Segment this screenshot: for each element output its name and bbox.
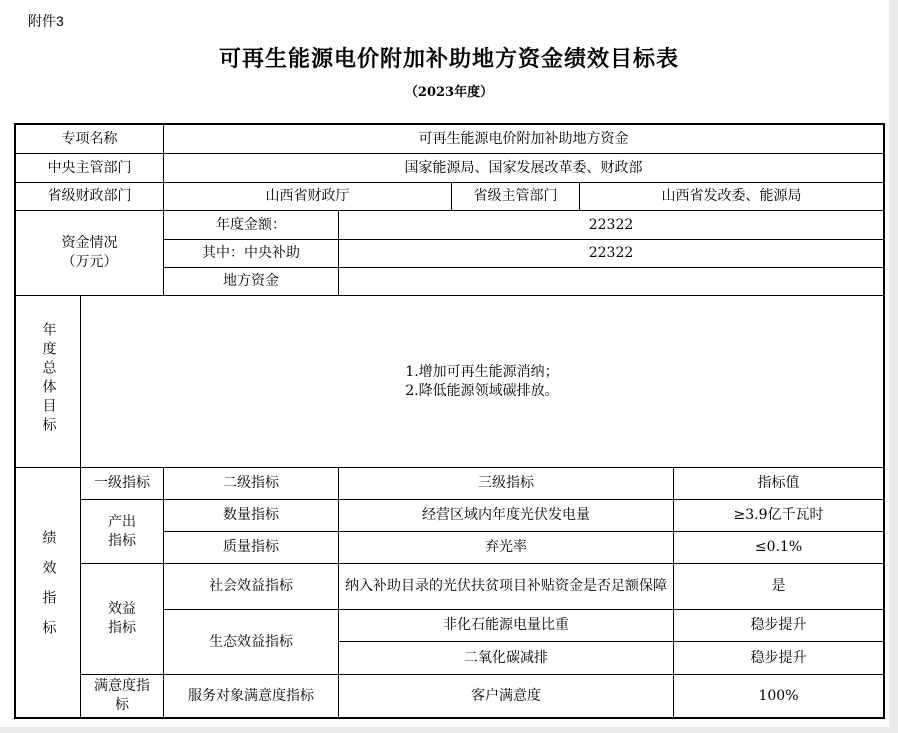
central-dept-value: 国家能源局、国家发展改革委、财政部 — [164, 154, 884, 183]
local-fund-label: 地方资金 — [164, 268, 339, 296]
satisfaction-l2: 服务对象满意度指标 — [164, 675, 339, 718]
satisfaction-l3: 客户满意度 — [339, 675, 674, 718]
central-subsidy-label: 其中：中央补助 — [164, 240, 339, 268]
local-fund-value — [339, 268, 884, 296]
provincial-finance-label: 省级财政部门 — [16, 183, 164, 211]
eco-benefit-row2-value: 稳步提升 — [674, 642, 884, 675]
output-indicator-label: 产出指标 — [107, 513, 136, 549]
quantity-indicator-value: ≥3.9亿千瓦时 — [674, 500, 884, 532]
header-level1: 一级指标 — [81, 468, 164, 500]
section-funding — [15, 210, 884, 296]
funding-label-line2: （万元） — [61, 254, 118, 270]
annual-goal-line2: 2.降低能源领域碳排放。 — [405, 382, 559, 399]
eco-benefit-label: 生态效益指标 — [164, 610, 339, 675]
annual-goal-line1: 1.增加可再生能源消纳； — [405, 363, 559, 380]
project-name-label: 专项名称 — [16, 125, 164, 154]
quantity-indicator-l3: 经营区域内年度光伏发电量 — [339, 500, 674, 532]
annual-amount-value: 22322 — [339, 211, 884, 240]
social-benefit-value: 是 — [674, 564, 884, 610]
eco-benefit-row2-l3: 二氧化碳减排 — [339, 642, 674, 675]
annual-goal-content — [81, 296, 884, 468]
benefit-indicator-cell — [81, 564, 164, 675]
provincial-finance-value: 山西省财政厅 — [164, 183, 452, 211]
provincial-dept-label: 省级主管部门 — [452, 183, 580, 211]
provincial-dept-value: 山西省发改委、能源局 — [580, 183, 884, 211]
performance-label-cell — [16, 468, 81, 718]
page-edge-bottom — [0, 727, 898, 733]
page-edge-right — [889, 0, 898, 733]
header-level2: 二级指标 — [164, 468, 339, 500]
funding-label-line1: 资金情况 — [61, 235, 118, 251]
header-level3: 三级指标 — [339, 468, 674, 500]
benefit-indicator-label: 效益指标 — [107, 601, 136, 636]
satisfaction-value: 100% — [674, 675, 884, 718]
page-subtitle: （2023年度） — [404, 85, 494, 100]
quality-indicator-label: 质量指标 — [164, 532, 339, 564]
annual-amount-label: 年度金额： — [164, 211, 339, 240]
performance-label: 绩效指标 — [40, 529, 57, 650]
satisfaction-indicator-label: 满意度指标 — [94, 678, 150, 713]
central-subsidy-value: 22322 — [339, 240, 884, 268]
social-benefit-l3: 纳入补助目录的光伏扶贫项目补贴资金是否足额保障 — [339, 564, 674, 610]
quantity-indicator-label: 数量指标 — [164, 500, 339, 532]
quality-indicator-value: ≤0.1% — [674, 532, 884, 564]
eco-benefit-row1-value: 稳步提升 — [674, 610, 884, 642]
central-dept-label: 中央主管部门 — [16, 154, 164, 183]
quality-indicator-l3: 弃光率 — [339, 532, 674, 564]
header-value: 指标值 — [674, 468, 884, 500]
performance-target-table — [14, 123, 885, 719]
eco-benefit-row1-l3: 非化石能源电量比重 — [339, 610, 674, 642]
annual-goal-label-cell — [16, 296, 81, 468]
section-basic-info — [15, 124, 884, 183]
section-annual-goal — [15, 295, 884, 468]
social-benefit-label: 社会效益指标 — [164, 564, 339, 610]
project-name-value: 可再生能源电价附加补助地方资金 — [164, 125, 884, 154]
section-performance — [15, 467, 884, 718]
satisfaction-indicator-cell — [81, 675, 164, 718]
attachment-label: 附件3 — [28, 13, 64, 29]
annual-goal-label: 年度总体目标 — [40, 321, 57, 436]
section-provincial — [15, 182, 884, 211]
output-indicator-cell — [81, 500, 164, 564]
page-title: 可再生能源电价附加补助地方资金绩效目标表 — [218, 46, 679, 72]
funding-label — [16, 211, 164, 296]
